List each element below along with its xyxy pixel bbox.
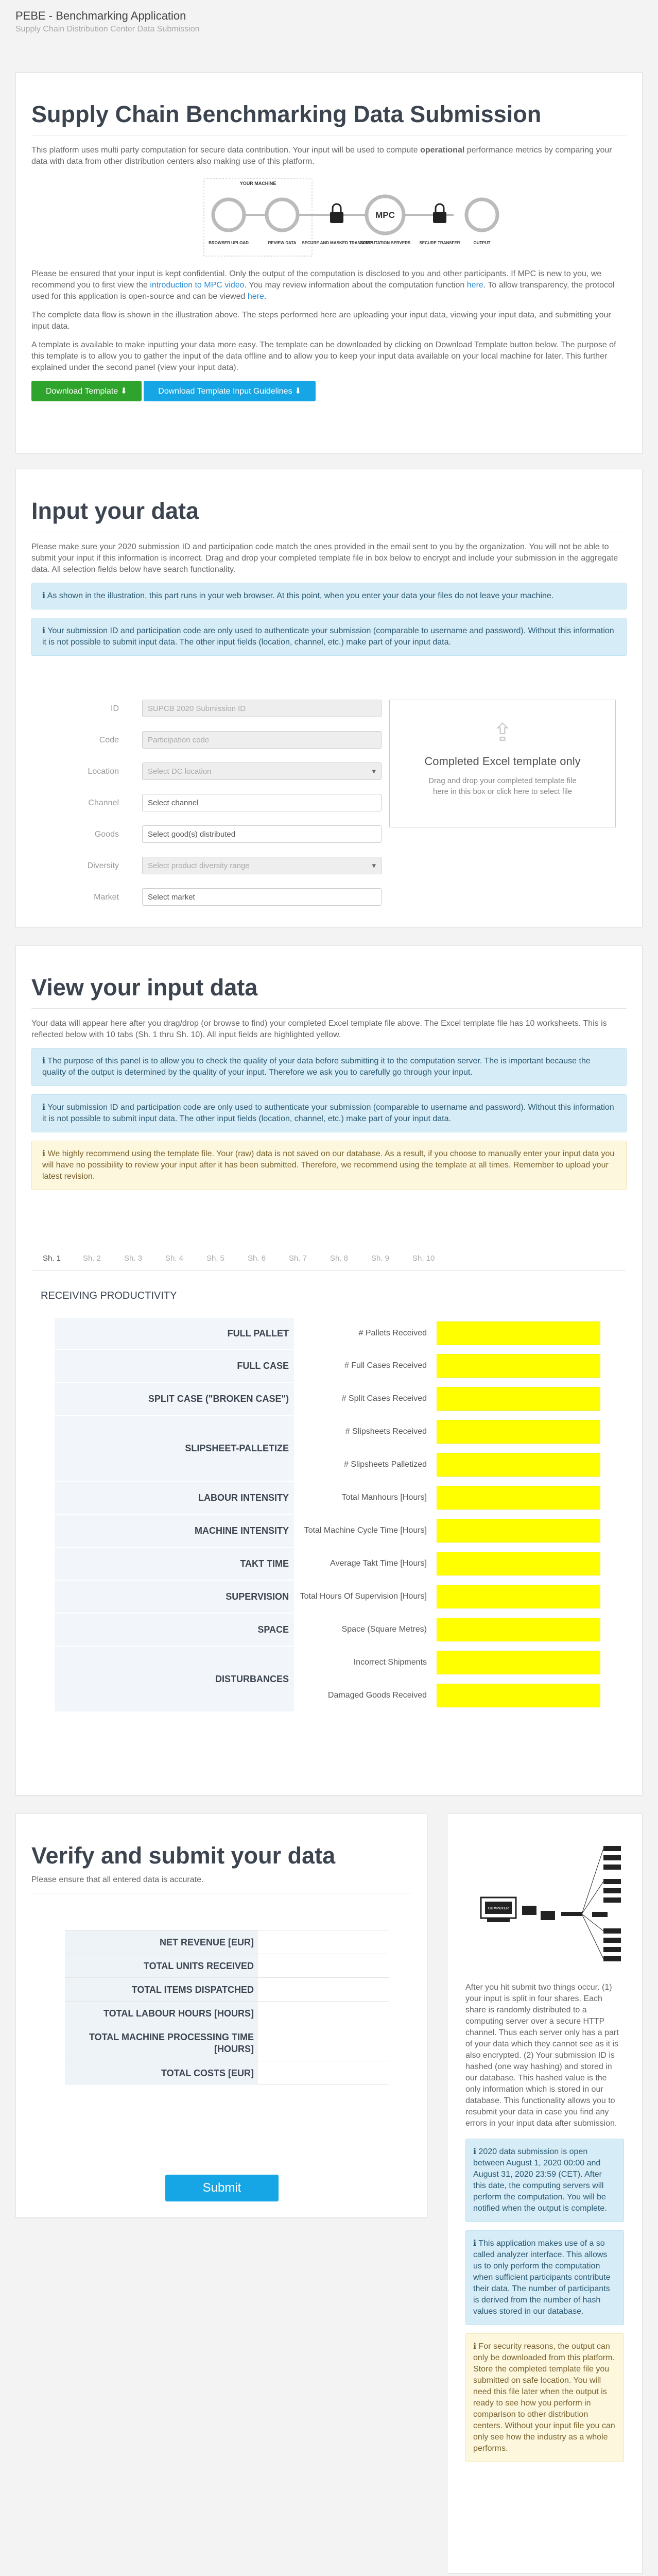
- slipsheets-palletized-input[interactable]: [437, 1453, 600, 1477]
- divider: [31, 1008, 627, 1009]
- full-cases-received-input[interactable]: [437, 1354, 600, 1378]
- top-bar: [0, 0, 658, 49]
- category-label: SPLIT CASE ("BROKEN CASE"): [55, 1383, 294, 1415]
- tab-sheet-6[interactable]: Sh. 6: [248, 1254, 266, 1263]
- tab-sheet-9[interactable]: Sh. 9: [371, 1254, 390, 1263]
- tab-sheet-5[interactable]: Sh. 5: [206, 1254, 225, 1263]
- page-title: Supply Chain Benchmarking Data Submission: [31, 101, 542, 127]
- info-icon: ℹ: [42, 626, 46, 635]
- input-form: ID SUPCB 2020 Submission ID Code Participation code Location Select DC location ▾ Channel Select channel Goods Select good(s) distributed Diversity Select product diversity range ▾ Market Select market: [31, 699, 382, 915]
- field-label: Space (Square Metres): [297, 1614, 433, 1646]
- submission-flow-illustration: [465, 1825, 625, 1975]
- sheet-tabs: [31, 1250, 626, 1270]
- diversity-select[interactable]: Select product diversity range ▾: [142, 857, 382, 874]
- field-label: Total Hours Of Supervision [Hours]: [297, 1581, 433, 1613]
- info-icon: ℹ: [42, 1103, 46, 1112]
- review-data-node: [267, 199, 298, 230]
- view-paragraph: Your data will appear here after you drag/drop (or browse to find) your completed Excel template file above. The Excel template file has 10 worksheets. This is reflected below with 10 tabs (Sh. 1 thru Sh. 10). All input fields are highlighted yellow.: [31, 1019, 607, 1039]
- upload-icon: ⇪: [492, 719, 513, 747]
- analyzer-interface-alert: ℹ This application makes use of a so called analyzer interface. This allows us to only perform the computation when sufficient participants contribute their data. The number of participants is derived from the number of hash values stored in our database.: [465, 2230, 624, 2325]
- damaged-goods-input[interactable]: [437, 1684, 600, 1707]
- svg-text:REVIEW DATA: REVIEW DATA: [268, 241, 297, 245]
- mpc-flow-diagram: [31, 175, 628, 262]
- category-label: FULL PALLET: [55, 1318, 294, 1349]
- intro-panel: [15, 72, 643, 453]
- summary-row-label: TOTAL ITEMS DISPATCHED: [65, 1978, 258, 2002]
- submission-window-alert: ℹ 2020 data submission is open between August 1, 2020 00:00 and August 31, 2020 23:59 (CET). After this date, the computing servers will perform the computation. You will be notified when the output is complete.: [465, 2139, 624, 2222]
- template-warning-alert: ℹ We highly recommend using the template file. Your (raw) data is not saved on our database. As a result, if you choose to manually enter your input data you will have no possibility to review your input after it has been submitted. Therefore, we recommend using the template at all times. Remember to upload your latest revision.: [31, 1141, 627, 1190]
- template-paragraph: A template is available to make inputting your data more easy. The template can be downloaded by clicking on Download Template button below. The purpose of this template is to allow you to gather the input of the data offline and to allow you to keep your input data available on your local machine for later. This further explained under the second panel (view your input data).: [31, 341, 616, 372]
- takt-time-input[interactable]: [437, 1552, 600, 1575]
- channel-select[interactable]: Select channel: [142, 794, 382, 811]
- auth-info-alert: ℹ Your submission ID and participation code are only used to authenticate your submission (comparable to username and password). Without this information it is not possible to submit input data. The other input fields (location, channel, etc.) make part of your input data.: [31, 1094, 627, 1132]
- slipsheets-received-input[interactable]: [437, 1420, 600, 1444]
- view-panel: [15, 945, 643, 1795]
- tab-sheet-8[interactable]: Sh. 8: [330, 1254, 349, 1263]
- output-node: [466, 199, 497, 230]
- field-label: # Slipsheets Received: [297, 1416, 433, 1448]
- market-select[interactable]: Select market: [142, 888, 382, 906]
- download-icon: ⬇: [295, 387, 302, 396]
- verify-subtitle: Please ensure that all entered data is accurate.: [31, 1875, 204, 1884]
- field-label: # Slipsheets Palletized: [297, 1449, 433, 1481]
- location-select[interactable]: Select DC location ▾: [142, 762, 382, 780]
- lock-icon: [433, 204, 446, 223]
- input-panel: [15, 469, 643, 927]
- category-label: SUPERVISION: [55, 1581, 294, 1613]
- receiving-productivity-heading: RECEIVING PRODUCTIVITY: [41, 1290, 177, 1301]
- browser-upload-node: [213, 199, 244, 230]
- summary-row-label: TOTAL LABOUR HOURS [HOURS]: [65, 2002, 258, 2025]
- download-icon: ⬇: [120, 387, 128, 396]
- svg-text:SECURE AND MASKED TRANSFER: SECURE AND MASKED TRANSFER: [302, 241, 372, 245]
- category-label: MACHINE INTENSITY: [55, 1515, 294, 1547]
- category-label: DISTURBANCES: [55, 1647, 294, 1711]
- svg-text:BROWSER UPLOAD: BROWSER UPLOAD: [209, 241, 249, 245]
- lock-icon: [330, 204, 343, 223]
- info-icon: ℹ: [473, 2342, 477, 2351]
- browser-info-alert: ℹ As shown in the illustration, this part runs in your web browser. At this point, when you enter your data your files do not leave your machine.: [31, 583, 627, 609]
- info-icon: ℹ: [42, 1057, 46, 1065]
- info-icon: ℹ: [42, 1149, 46, 1158]
- category-label: FULL CASE: [55, 1350, 294, 1382]
- mpc-label: MPC: [375, 210, 395, 220]
- tab-sheet-10[interactable]: Sh. 10: [412, 1254, 435, 1263]
- svg-text:COMPUTATION SERVERS: COMPUTATION SERVERS: [359, 241, 411, 245]
- field-label: Total Manhours [Hours]: [297, 1482, 433, 1514]
- summary-row-label: TOTAL MACHINE PROCESSING TIME [HOURS]: [65, 2025, 258, 2061]
- file-dropzone[interactable]: ⇪ Completed Excel template only Drag and drop your completed template file here in this box or click here to select file: [389, 700, 616, 827]
- submit-button[interactable]: Submit: [165, 2175, 279, 2201]
- data-flow-paragraph: The complete data flow is shown in the illustration above. The steps performed here are uploading your input data, viewing your input data, and submitting your input data.: [31, 311, 611, 331]
- field-label: # Split Cases Received: [297, 1383, 433, 1415]
- split-cases-received-input[interactable]: [437, 1387, 600, 1411]
- field-label: # Full Cases Received: [297, 1350, 433, 1382]
- tab-sheet-2[interactable]: Sh. 2: [83, 1254, 101, 1263]
- tab-sheet-1[interactable]: Sh. 1: [43, 1254, 61, 1263]
- download-template-button[interactable]: Download Template ⬇: [31, 381, 142, 401]
- tab-sheet-4[interactable]: Sh. 4: [165, 1254, 184, 1263]
- svg-text:SECURE TRANSFER: SECURE TRANSFER: [419, 241, 460, 245]
- computation-function-link[interactable]: here: [466, 281, 483, 290]
- section-title: View your input data: [31, 974, 258, 1001]
- field-label: Average Takt Time [Hours]: [297, 1548, 433, 1580]
- quality-info-alert: ℹ The purpose of this panel is to allow you to check the quality of your data before submitting it to the computation server. The is important because the quality of the output is determined by the quality of your input. Therefore we ask you to carefully go through your input.: [31, 1048, 627, 1086]
- download-guidelines-button[interactable]: Download Template Input Guidelines ⬇: [144, 381, 316, 401]
- input-paragraph: Please make sure your 2020 submission ID and participation code match the ones provided in the email sent to you by the organization. You will not be able to submit your input if this information is incorrect. Drag and drop your completed template file in box below to encrypt and include your submission in the aggregate data. All selection fields below have search functionality.: [31, 543, 618, 574]
- info-icon: ℹ: [42, 591, 46, 600]
- field-label: Damaged Goods Received: [297, 1680, 433, 1711]
- computer-label: COMPUTER: [488, 1907, 509, 1910]
- section-title: Verify and submit your data: [31, 1842, 336, 1869]
- submission-id-input[interactable]: SUPCB 2020 Submission ID: [142, 700, 382, 717]
- submission-explanation: After you hit submit two things occur. (1) your input is split in four shares. Each share is randomly distributed to a computing server over a secure HTTP channel. Thus each server only has a part of your data which they cannot see as it is also encrypted. (2) Your submission ID is hashed (one way hashing) and stored in our database. This hashed value is the only information which is stored in our database. This functionality allows you to resubmit your data in case you find any errors in your input data after submission.: [465, 1983, 619, 2128]
- field-label: Total Machine Cycle Time [Hours]: [297, 1515, 433, 1547]
- goods-select[interactable]: Select good(s) distributed: [142, 825, 382, 843]
- total-manhours-input[interactable]: [437, 1486, 600, 1510]
- verify-panel: [15, 1814, 427, 2218]
- incorrect-shipments-input[interactable]: [437, 1651, 600, 1674]
- space-input[interactable]: [437, 1618, 600, 1641]
- tab-sheet-3[interactable]: Sh. 3: [124, 1254, 143, 1263]
- security-warning-alert: ℹ For security reasons, the output can only be downloaded from this platform. Store the completed template file you submitted on safe location. You will need this file later when the output is ready to see how you perform in comparison to other distribution centers. Without your input file you can only see how the industry as a whole performs.: [465, 2333, 624, 2462]
- participation-code-input[interactable]: Participation code: [142, 731, 382, 749]
- summary-row-label: TOTAL COSTS [EUR]: [65, 2061, 258, 2085]
- protocol-link[interactable]: here: [247, 292, 264, 301]
- field-label: # Pallets Received: [297, 1318, 433, 1349]
- machine-cycle-time-input[interactable]: [437, 1519, 600, 1543]
- tab-sheet-7[interactable]: Sh. 7: [289, 1254, 307, 1263]
- info-icon: ℹ: [473, 2239, 477, 2248]
- confidentiality-paragraph: Please be ensured that your input is kept confidential. Only the output of the computation is disclosed to you and other participants. If MPC is new to you, we recommend you to first view the introduction to MPC video. You may review information about the computation function here. To allow transparency, the protocol used for this application is open-source and can be viewed here.: [31, 269, 615, 301]
- section-title: Input your data: [31, 498, 199, 524]
- info-side-panel: [447, 1814, 643, 2573]
- pallets-received-input[interactable]: [437, 1321, 600, 1345]
- intro-paragraph: This platform uses multi party computation for secure data contribution. Your input will be used to compute operational performance metrics by comparing your data with data from other distribution centers also making use of this platform.: [31, 146, 612, 166]
- info-icon: ℹ: [473, 2147, 477, 2156]
- svg-text:OUTPUT: OUTPUT: [473, 241, 491, 245]
- summary-row-label: TOTAL UNITS RECEIVED: [65, 1954, 258, 1978]
- summary-row-label: NET REVENUE [EUR]: [65, 1930, 258, 1954]
- app-subtitle: Supply Chain Distribution Center Data Submission: [15, 25, 200, 33]
- app-title: PEBE - Benchmarking Application: [15, 9, 186, 22]
- category-label: SPACE: [55, 1614, 294, 1646]
- field-label: Incorrect Shipments: [297, 1647, 433, 1679]
- category-label: LABOUR INTENSITY: [55, 1482, 294, 1514]
- category-label: TAKT TIME: [55, 1548, 294, 1580]
- machine-label: YOUR MACHINE: [239, 181, 276, 186]
- auth-info-alert: ℹ Your submission ID and participation code are only used to authenticate your submission (comparable to username and password). Without this information it is not possible to submit input data. The other input fields (location, channel, etc.) make part of your input data.: [31, 618, 627, 656]
- mpc-video-link[interactable]: introduction to MPC video: [150, 281, 245, 290]
- supervision-hours-input[interactable]: [437, 1585, 600, 1608]
- category-label: SLIPSHEET-PALLETIZE: [55, 1416, 294, 1481]
